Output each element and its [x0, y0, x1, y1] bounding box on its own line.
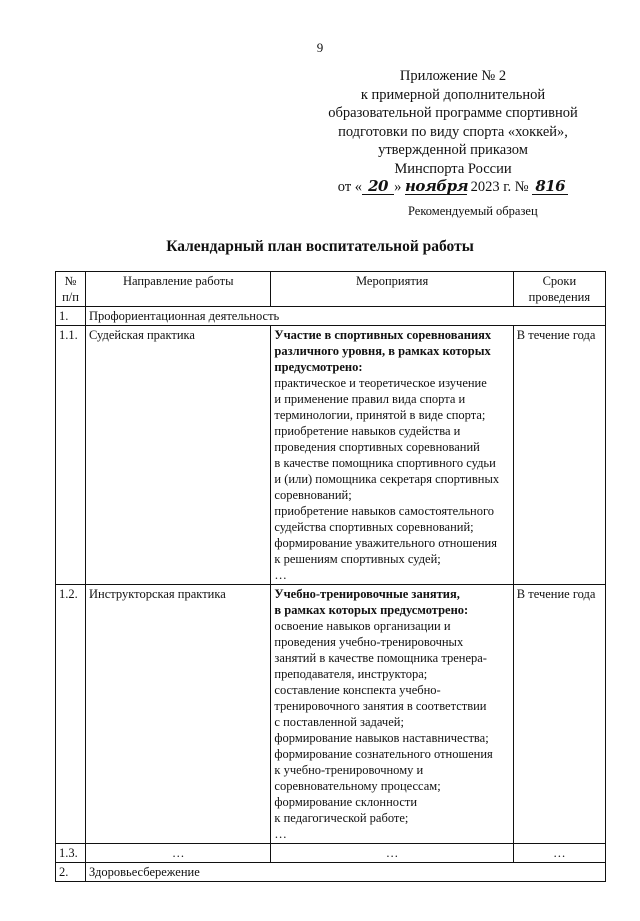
activity-line: с поставленной задачей; — [274, 715, 404, 729]
activity-line: формирование склонности — [274, 795, 418, 809]
sample-label: Рекомендуемый образец — [408, 204, 538, 218]
activity-heading-line: различного уровня, в рамках которых — [274, 344, 491, 358]
appendix-line: образовательной программе спортивной — [328, 105, 578, 121]
order-day-handwritten: 20 — [362, 179, 394, 195]
page-number: 9 — [316, 40, 324, 55]
activity-line: соревнований; — [274, 488, 352, 502]
row-timing: В течение года — [513, 326, 605, 585]
activity-heading-line: в рамках которых предусмотрено: — [274, 603, 469, 617]
activity-line: освоение навыков организации и — [274, 619, 451, 633]
order-from: от « — [337, 179, 363, 195]
activity-line: приобретение навыков самостоятельного — [274, 504, 495, 518]
row-direction: Инструкторская практика — [86, 585, 271, 844]
activity-line: тренировочного занятия в соответствии — [274, 699, 487, 713]
activity-line: формирование уважительного отношения — [274, 536, 497, 550]
activity-line: и (или) помощника секретаря спортивных — [274, 472, 500, 486]
activity-line: терминологии, принятой в виде спорта; — [274, 408, 486, 422]
activity-line: составление конспекта учебно- — [274, 683, 441, 697]
appendix-line: к примерной дополнительной — [360, 86, 546, 103]
activity-line: проведения учебно-тренировочных — [274, 635, 464, 649]
row-activities: … — [271, 844, 513, 863]
table-row — [56, 844, 606, 863]
activity-line: практическое и теоретическое изучение — [274, 376, 487, 390]
section-title: Профориентационная деятельность — [86, 307, 606, 326]
activity-line: к решениям спортивных судей; — [274, 552, 441, 566]
order-quote-close: » — [394, 179, 402, 195]
section-num: 2. — [56, 863, 86, 882]
appendix-line: утвержденной приказом — [378, 142, 528, 158]
row-num: 1.2. — [56, 585, 86, 844]
section-row — [56, 863, 606, 882]
table-row — [56, 326, 606, 585]
table-row — [56, 585, 606, 844]
header-direction: Направление работы — [86, 272, 271, 307]
row-direction: Судейская практика — [86, 326, 271, 585]
plan-table — [55, 271, 606, 882]
section-num: 1. — [56, 307, 86, 326]
row-activities — [271, 585, 513, 844]
row-timing: В течение года — [513, 585, 605, 844]
activity-line: преподавателя, инструктора; — [274, 667, 428, 681]
section-title: Здоровьесбережение — [86, 863, 606, 882]
appendix-header — [318, 67, 588, 197]
activity-line: формирование сознательного отношения — [274, 747, 493, 761]
header-timing: Сроки проведения — [513, 272, 605, 307]
row-num: 1.3. — [56, 844, 86, 863]
activity-line: … — [274, 827, 287, 841]
activity-heading-line: предусмотрено: — [274, 360, 363, 374]
row-direction: … — [86, 844, 271, 863]
header-num: № п/п — [56, 272, 86, 307]
activity-line: в качестве помощника спортивного судьи — [274, 456, 496, 470]
order-line — [318, 178, 588, 197]
activity-heading-line: Учебно-тренировочные занятия, — [274, 587, 460, 601]
order-month-handwritten: ноября — [404, 177, 469, 195]
activity-line: проведения спортивных соревнований — [274, 440, 480, 454]
activity-line: судейства спортивных соревнований; — [274, 520, 474, 534]
activity-line: и применение правил вида спорта и — [274, 392, 466, 406]
appendix-line: Минспорта России — [394, 160, 512, 177]
appendix-line: подготовки по виду спорта «хоккей», — [338, 123, 568, 140]
activity-heading-line: Участие в спортивных соревнованиях — [274, 328, 492, 342]
activity-line: занятий в качестве помощника тренера- — [274, 651, 487, 665]
activity-line: соревновательному процессам; — [274, 779, 441, 793]
row-timing: … — [513, 844, 605, 863]
row-activities — [271, 326, 513, 585]
order-year: 2023 г. № — [470, 179, 529, 195]
table-header-row — [56, 272, 606, 307]
activity-line: … — [274, 568, 287, 582]
activity-line: формирование навыков наставничества; — [274, 731, 489, 745]
activity-line: к педагогической работе; — [274, 811, 409, 825]
header-activities: Мероприятия — [271, 272, 513, 307]
activity-line: приобретение навыков судейства и — [274, 424, 461, 438]
activity-line: к учебно-тренировочному и — [274, 763, 424, 777]
appendix-line: Приложение № 2 — [399, 68, 507, 84]
row-num: 1.1. — [56, 326, 86, 585]
section-row — [56, 307, 606, 326]
order-number-handwritten: 816 — [532, 179, 568, 195]
document-title: Календарный план воспитательной работы — [166, 238, 474, 255]
